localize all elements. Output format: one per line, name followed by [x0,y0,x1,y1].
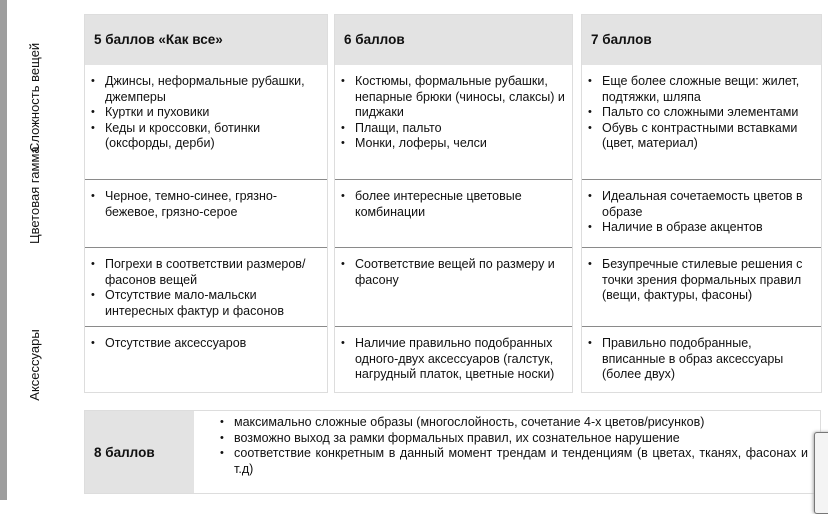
list-item: • Соответствие вещей по размеру и фасону [355,257,566,288]
list-item: • Кеды и кроссовки, ботинки (оксфорды, дерби) [105,121,321,152]
row-label-color: Цветовая гамма [27,146,42,244]
table-cell [335,179,572,247]
list-item: • возможно выход за рамки формальных правил, их сознательное нарушение [234,431,808,447]
list-item: • соответствие конкретным в данный момент трендам и тенденциям (в цветах, тканях, фасонах и т.д) [234,446,808,477]
list-item: • Отсутствие аксессуаров [105,336,321,352]
list-item: • Идеальная сочетаемость цветов в образе [602,189,815,220]
row-label-accessories: Аксессуары [27,329,42,401]
column-7-points [581,14,822,393]
list-item: • Наличие правильно подобранных одного-двух аксессуаров (галстук, нагрудный платок, цветные носки) [355,336,566,383]
list-item: • Наличие в образе акцентов [602,220,815,236]
list-item: • Черное, темно-синее, грязно-бежевое, грязно-серое [105,189,321,220]
list-item: • Плащи, пальто [355,121,566,137]
list-item: • Еще более сложные вещи: жилет, подтяжки, шляпа [602,74,815,105]
table-cell [85,326,327,394]
list-item: • Правильно подобранные, вписанные в образ аксессуары (более двух) [602,336,815,383]
bottom-row-8 [84,410,821,494]
bottom-label: 8 баллов [85,411,194,493]
column-header: 5 баллов «Как все» [85,15,327,65]
table-cell [335,247,572,326]
window-edge [0,0,7,500]
column-header: 6 баллов [335,15,572,65]
column-6-points [334,14,573,393]
table-cell [582,65,821,179]
list-item: • Костюмы, формальные рубашки, непарные брюки (чиносы, слаксы) и пиджаки [355,74,566,121]
list-item: • Погрехи в соответствии размеров/фасонов вещей [105,257,321,288]
table-cell [85,179,327,247]
list-item: • Пальто со сложными элементами [602,105,815,121]
list-item: • Джинсы, неформальные рубашки, джемперы [105,74,321,105]
table-cell [582,247,821,326]
table-cell [582,326,821,394]
column-5-points [84,14,328,393]
list-item: • Обувь с контрастными вставками (цвет, материал) [602,121,815,152]
table-cell [85,247,327,326]
list-item: • Куртки и пуховики [105,105,321,121]
list-item: • Безупречные стилевые решения с точки зрения формальных правил (вещи, фактуры, фасоны) [602,257,815,304]
table-cell [335,65,572,179]
row-label-complexity: Сложность вещей [27,42,42,152]
table-cell [85,65,327,179]
column-header: 7 баллов [582,15,821,65]
list-item: • Монки, лоферы, челси [355,136,566,152]
list-item: • максимально сложные образы (многослойность, сочетание 4-х цветов/рисунков) [234,415,808,431]
overlapping-window[interactable] [814,432,828,514]
list-item: • Отсутствие мало-мальски интересных фактур и фасонов [105,288,321,319]
table-cell [335,326,572,394]
table-cell [582,179,821,247]
bottom-text [194,411,820,477]
list-item: • более интересные цветовые комбинации [355,189,566,220]
